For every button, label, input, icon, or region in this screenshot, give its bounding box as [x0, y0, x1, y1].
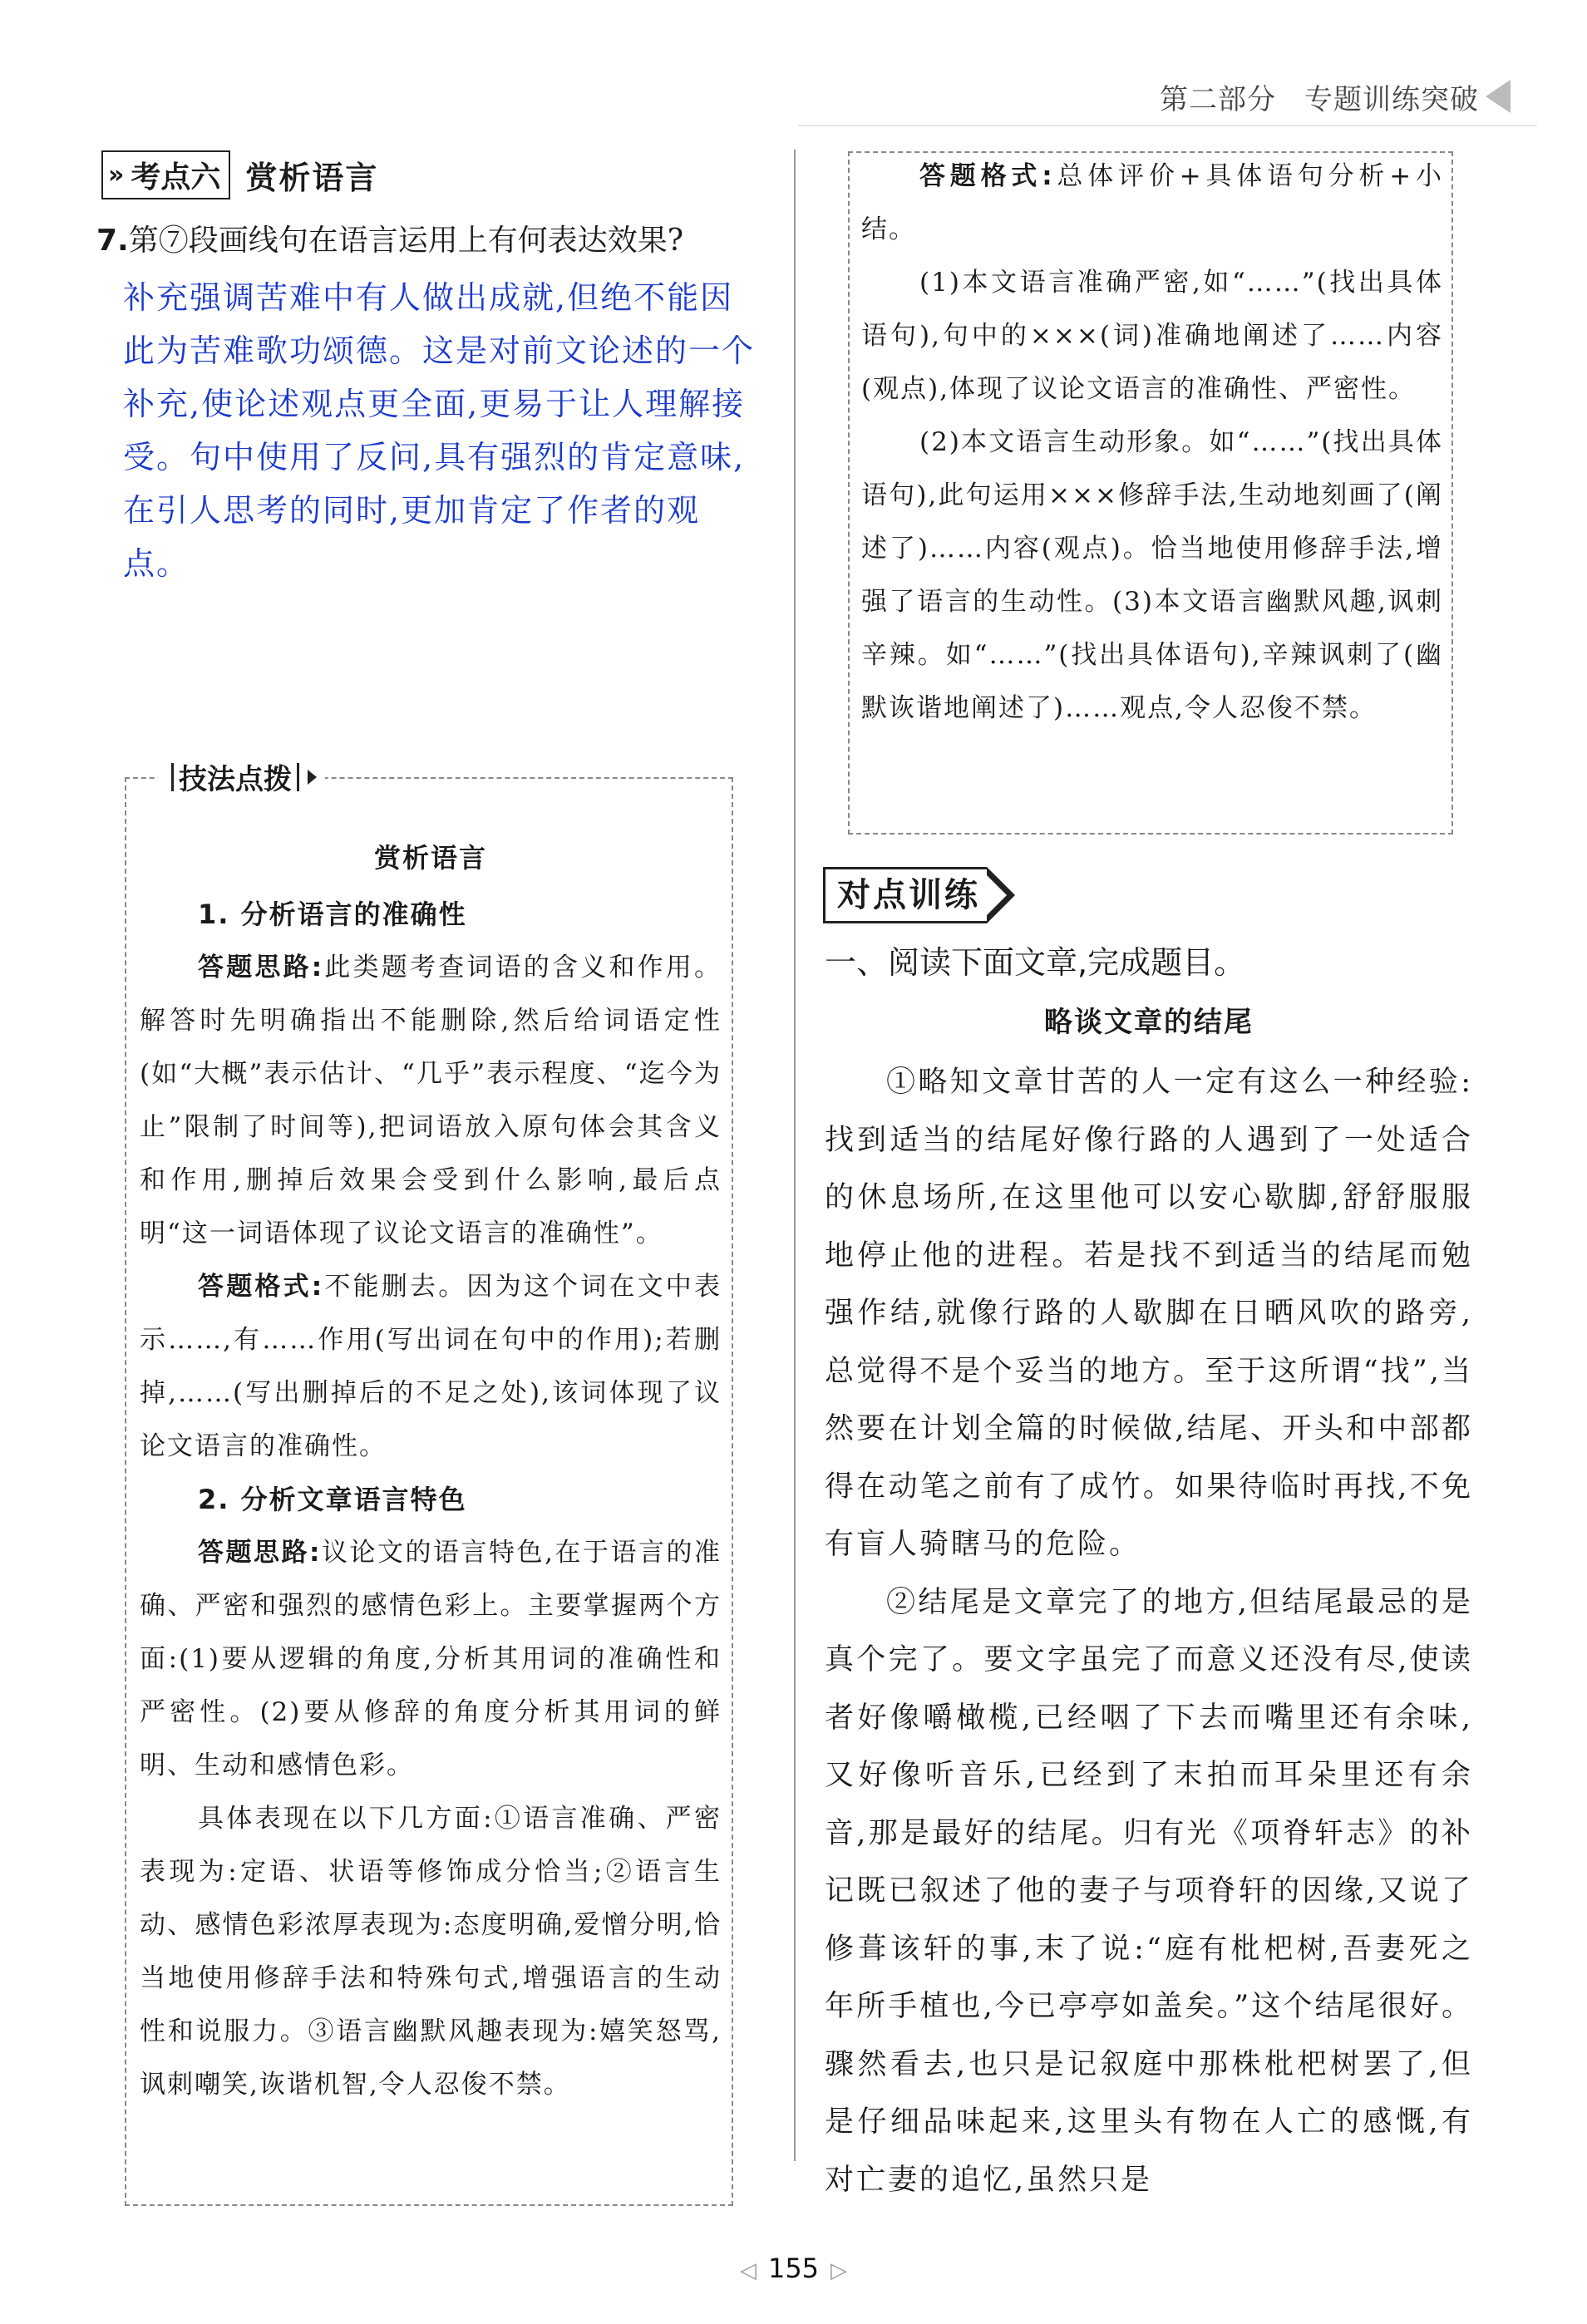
- double-chevron-icon: »: [108, 160, 125, 190]
- tips-content: [140, 831, 722, 2111]
- tips-sub2-thinking: [140, 1526, 722, 1792]
- page-number: 155: [767, 2253, 820, 2284]
- format-intro-text: 总体评价+具体语句分析+小结。: [861, 161, 1443, 244]
- right-triangle-icon: ▷: [830, 2258, 848, 2283]
- label-thinking: 答题思路:: [198, 953, 324, 982]
- question-text: 第⑦段画线句在语言运用上有何表达效果?: [128, 224, 684, 258]
- format-p1: (1)本文语言准确严密,如“……”(找出具体语句),句中的×××(词)准确地阐述了……内容(观点),体现了议论文语言的准确性、严密性。: [861, 268, 1443, 404]
- page-header: [1160, 76, 1479, 117]
- header-part: 第二部分: [1160, 83, 1276, 116]
- kaodian-title: 赏析语言: [245, 159, 379, 196]
- tips-sub1: 1. 分析语言的准确性: [198, 899, 467, 930]
- header-section: 专题训练突破: [1304, 83, 1479, 116]
- article-paragraph-2: ②结尾是文章完了的地方,但结尾最忌的是真个完了。要文字虽完了而意义还没有尽,使读者好像嚼橄榄,已经咽了下去而嘴里还有余味,又好像听音乐,已经到了末拍而耳朵里还有余音,那是最好的结尾。归有光《项脊轩志》的补记既已叙述了他的妻子与项脊轩的因缘,又说了修葺该轩的事,末了说:“庭有枇杷树,吾妻死之年所手植也,今已亭亭如盖矣。”这个结尾很好。骤然看去,也只是记叙庭中那株枇杷树罢了,但是仔细品味起来,这里头有物在人亡的感慨,有对亡妻的追忆,虽然只是: [825, 1585, 1473, 2197]
- tips-box-title: [158, 756, 325, 797]
- format-label: 答题格式:: [919, 161, 1054, 191]
- label-thinking-2: 答题思路:: [198, 1538, 322, 1568]
- header-divider: [798, 125, 1537, 126]
- format-content: [861, 150, 1443, 735]
- format-intro: [861, 150, 1443, 256]
- tips-sub2: 2. 分析文章语言特色: [198, 1484, 467, 1515]
- article-title: 略谈文章的结尾: [1044, 1006, 1254, 1039]
- kaodian-heading: [101, 150, 378, 199]
- title-bar-left: [171, 763, 174, 791]
- training-title: 对点训练: [823, 867, 987, 923]
- arrow-right-icon: [987, 867, 1015, 923]
- article-body: [825, 1054, 1473, 2209]
- header-triangle-icon: [1486, 80, 1511, 113]
- title-bar-right: [297, 763, 299, 791]
- play-arrow-icon: [308, 770, 317, 785]
- question-number: 7.: [96, 224, 129, 258]
- tips-sub2-detail: 具体表现在以下几方面:①语言准确、严密表现为:定语、状语等修饰成分恰当;②语言生动、感情色彩浓厚表现为:态度明确,爱憎分明,恰当地使用修辞手法和特殊句式,增强语言的生动性和说服力。③语言幽默风趣表现为:嬉笑怒骂,讽刺嘲笑,诙谐机智,令人忍俊不禁。: [140, 1804, 722, 2100]
- question-7: [96, 218, 761, 264]
- tips-heading: 赏析语言: [373, 842, 487, 874]
- tips-title-text: 技法点拨: [179, 763, 292, 796]
- training-heading: [823, 864, 1015, 926]
- column-divider: [794, 150, 796, 2161]
- label-format: 答题格式:: [198, 1272, 324, 1302]
- tips-sub1-format: [140, 1260, 722, 1473]
- section-instruction: 一、阅读下面文章,完成题目。: [825, 944, 1246, 981]
- article-paragraph-1: ①略知文章甘苦的人一定有这么一种经验:找到适当的结尾好像行路的人遇到了一处适合的休息场所,在这里他可以安心歇脚,舒舒服服地停止他的进程。若是找不到适当的结尾而勉强作结,就像行路的人歇脚在日晒风吹的路旁,总觉得不是个妥当的地方。至于这所谓“找”,当然要在计划全篇的时候做,结尾、开头和中部都得在动笔之前有了成竹。如果待临时再找,不免有盲人骑瞎马的危险。: [825, 1066, 1473, 1561]
- question-7-answer: 补充强调苦难中有人做出成就,但绝不能因此为苦难歌功颂德。这是对前文论述的一个补充,使论述观点更全面,更易于让人理解接受。句中使用了反问,具有强烈的肯定意味,在引人思考的同时,更加肯定了作者的观点。: [123, 279, 756, 582]
- kaodian-badge: [101, 150, 230, 199]
- format-p2: (2)本文语言生动形象。如“……”(找出具体语句),此句运用×××修辞手法,生动地刻画了(阐述了)……内容(观点)。恰当地使用修辞手法,增强了语言的生动性。(3)本文语言幽默风趣,讽刺辛辣。如“……”(找出具体语句),辛辣讽刺了(幽默诙谐地阐述了)……观点,令人忍俊不禁。: [861, 427, 1443, 723]
- sub1-thinking-text: 此类题考查词语的含义和作用。解答时先明确指出不能删除,然后给词语定性(如“大概”表示估计、“几乎”表示程度、“迄今为止”限制了时间等),把词语放入原句体会其含义和作用,删掉后效果会受到什么影响,最后点明“这一词语体现了议论文语言的准确性”。: [140, 953, 722, 1248]
- sub1-format-text: 不能删去。因为这个词在文中表示……,有……作用(写出词在句中的作用);若删掉,……(写出删掉后的不足之处),该词体现了议论文语言的准确性。: [140, 1272, 722, 1461]
- tips-sub1-thinking: [140, 941, 722, 1260]
- page-footer: [0, 2253, 1587, 2284]
- left-triangle-icon: ◁: [739, 2258, 757, 2283]
- kaodian-label: 考点六: [131, 160, 221, 194]
- sub2-thinking-text: 议论文的语言特色,在于语言的准确、严密和强烈的感情色彩上。主要掌握两个方面:(1)要从逻辑的角度,分析其用词的准确性和严密性。(2)要从修辞的角度分析其用词的鲜明、生动和感情色彩。: [140, 1538, 722, 1780]
